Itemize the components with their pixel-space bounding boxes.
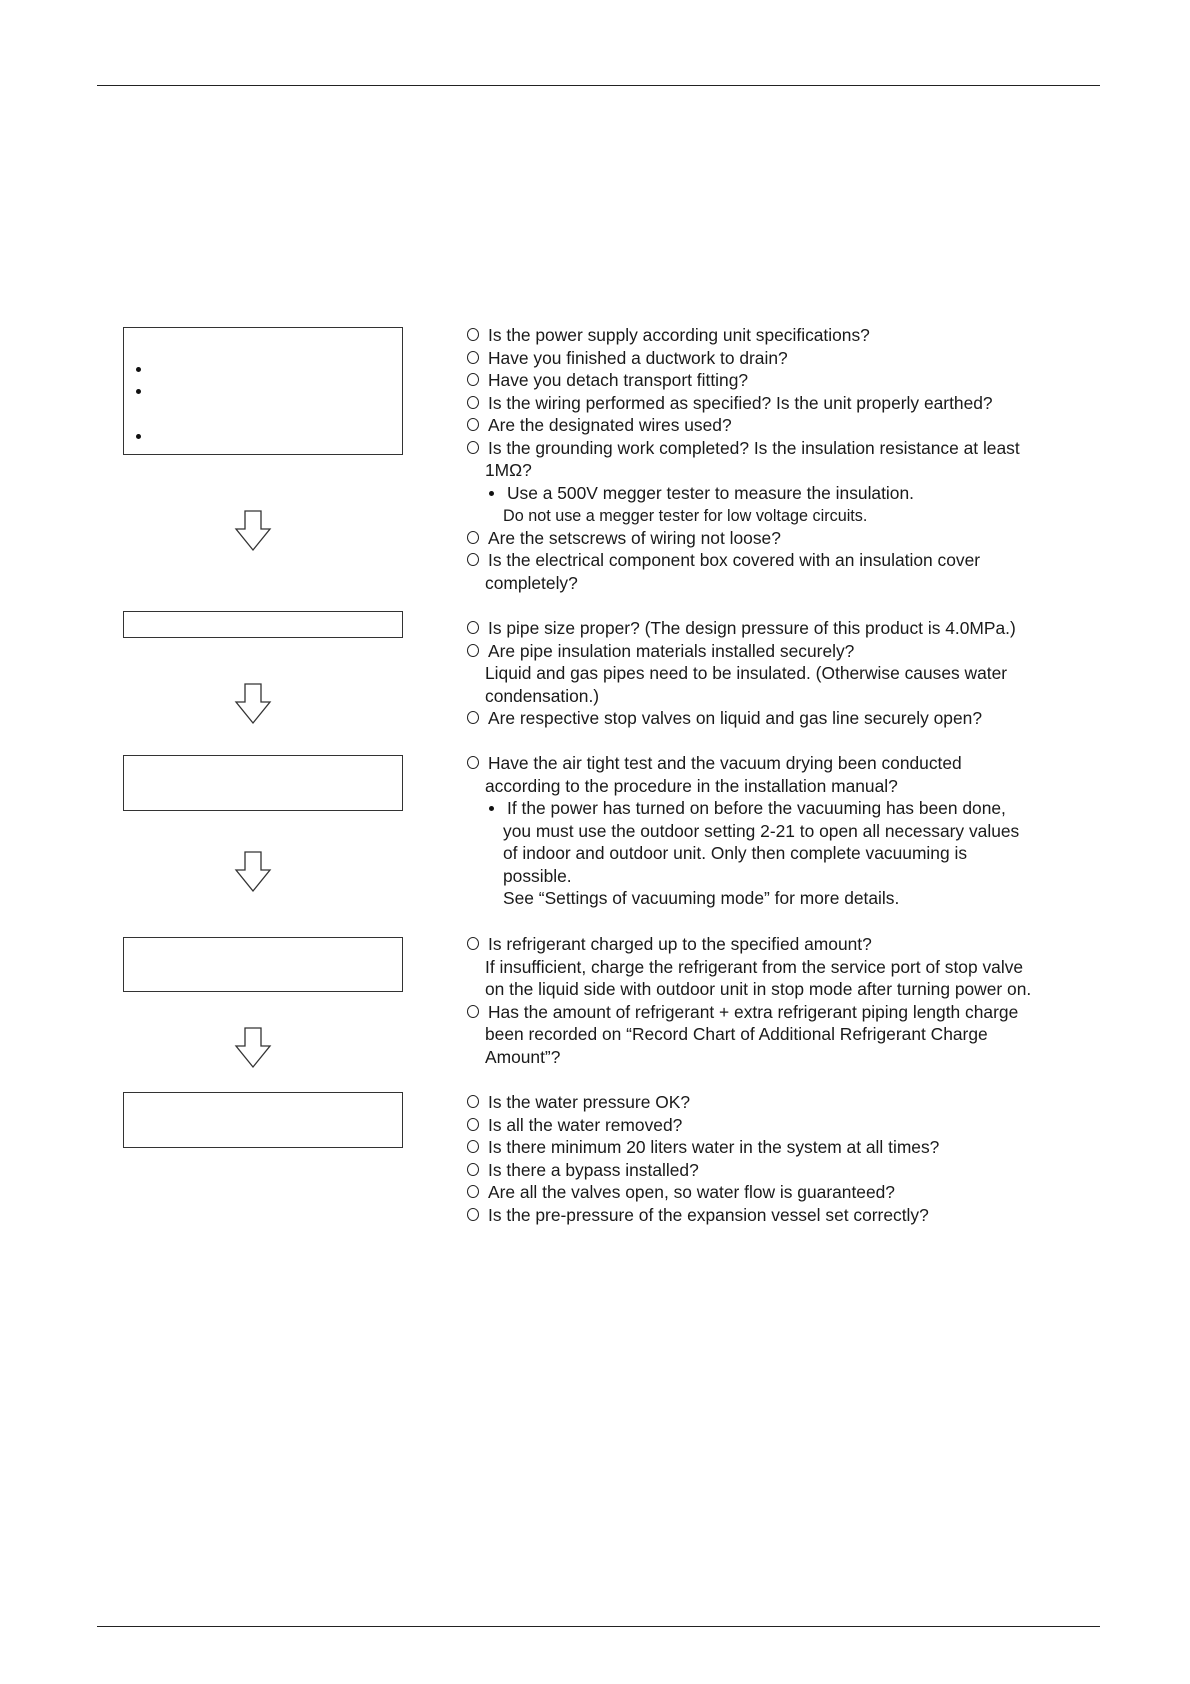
bullet <box>489 491 494 496</box>
circle-check-icon <box>467 1095 479 1108</box>
question-continuation: completely? <box>485 572 578 593</box>
question-text: Have you finished a ductwork to drain? <box>488 347 788 368</box>
checklist-line <box>467 437 1097 460</box>
question-text: Is all the water removed? <box>488 1114 683 1135</box>
checklist-line <box>467 414 1097 437</box>
circle-check-icon <box>467 351 479 364</box>
note-continuation: possible. <box>503 865 572 886</box>
question-continuation: 1MΩ? <box>485 460 532 480</box>
circle-check-icon <box>467 937 479 950</box>
down-arrow-icon <box>234 851 272 893</box>
question-text: Is there minimum 20 liters water in the system at all times? <box>488 1137 940 1157</box>
circle-check-icon <box>467 1208 479 1221</box>
circle-check-icon <box>467 1118 479 1131</box>
question-text: Is refrigerant charged up to the specified amount? <box>488 934 872 954</box>
question-text: Is there a bypass installed? <box>488 1159 699 1180</box>
checklist-line <box>467 347 1097 370</box>
checklist-line <box>467 685 1097 708</box>
checklist-line <box>467 617 1097 640</box>
checklist-line <box>467 549 1097 572</box>
question-text: Is the water pressure OK? <box>488 1092 691 1112</box>
flow-box-vacuum <box>123 755 403 811</box>
bullet <box>136 367 141 372</box>
header-rule <box>97 85 1100 86</box>
circle-check-icon <box>467 711 479 724</box>
checklist-line <box>467 1136 1097 1159</box>
checklist-line <box>467 865 1097 888</box>
question-continuation: on the liquid side with outdoor unit in stop mode after turning power on. <box>485 979 1032 999</box>
checklist-piping <box>467 617 1097 730</box>
checklist-electrical <box>467 324 1097 594</box>
circle-check-icon <box>467 1005 479 1018</box>
circle-check-icon <box>467 1185 479 1198</box>
circle-check-icon <box>467 531 479 544</box>
note-continuation: you must use the outdoor setting 2-21 to open all necessary values <box>503 820 1020 841</box>
note-text: Use a 500V megger tester to measure the insulation. <box>507 482 914 503</box>
checklist-line <box>467 752 1097 775</box>
down-arrow-icon <box>234 1027 272 1069</box>
checklist-line <box>467 572 1097 595</box>
checklist-vacuum <box>467 752 1097 910</box>
bullet <box>489 806 494 811</box>
circle-check-icon <box>467 328 479 341</box>
flow-box-refrigerant <box>123 937 403 992</box>
checklist-line <box>467 1114 1097 1137</box>
checklist-line <box>467 1204 1097 1227</box>
question-text: Are respective stop valves on liquid and gas line securely open? <box>488 708 982 728</box>
question-continuation: If insufficient, charge the refrigerant from the service port of stop valve <box>485 956 1024 977</box>
bullet <box>136 434 141 439</box>
circle-check-icon <box>467 644 479 657</box>
checklist-line <box>467 797 1097 820</box>
checklist-line <box>467 707 1097 730</box>
question-text: Has the amount of refrigerant + extra refrigerant piping length charge <box>488 1001 1019 1022</box>
checklist-line <box>467 775 1097 798</box>
circle-check-icon <box>467 553 479 566</box>
checklist-line <box>467 1046 1097 1069</box>
question-continuation: Amount”? <box>485 1046 561 1067</box>
checklist-line <box>467 933 1097 956</box>
note-continuation: See “Settings of vacuuming mode” for more details. <box>503 888 900 908</box>
question-continuation: Liquid and gas pipes need to be insulated. (Otherwise causes water <box>485 663 1008 683</box>
checklist-line <box>467 887 1097 910</box>
checklist-refrigerant <box>467 933 1097 1068</box>
circle-check-icon <box>467 418 479 431</box>
checklist-line <box>467 1023 1097 1046</box>
flow-box-electrical <box>123 327 403 455</box>
checklist-line <box>467 640 1097 663</box>
checklist-line <box>467 1001 1097 1024</box>
checklist-line <box>467 459 1097 482</box>
checklist-line <box>467 324 1097 347</box>
question-text: Are the setscrews of wiring not loose? <box>488 527 781 548</box>
checklist-line <box>467 1091 1097 1114</box>
question-continuation: according to the procedure in the installation manual? <box>485 775 898 796</box>
flow-box-water <box>123 1092 403 1148</box>
circle-check-icon <box>467 441 479 454</box>
question-text: Is pipe size proper? (The design pressure of this product is 4.0MPa.) <box>488 618 1016 638</box>
circle-check-icon <box>467 756 479 769</box>
bullet <box>136 389 141 394</box>
question-text: Is the pre-pressure of the expansion vessel set correctly? <box>488 1204 929 1225</box>
question-text: Are pipe insulation materials installed securely? <box>488 640 855 661</box>
circle-check-icon <box>467 1163 479 1176</box>
down-arrow-icon <box>234 510 272 552</box>
footer-rule <box>97 1626 1100 1627</box>
circle-check-icon <box>467 373 479 386</box>
question-text: Is the electrical component box covered with an insulation cover <box>488 550 981 570</box>
checklist-line <box>467 978 1097 1001</box>
circle-check-icon <box>467 396 479 409</box>
checklist-line <box>467 1159 1097 1182</box>
question-text: Are all the valves open, so water flow is guaranteed? <box>488 1182 895 1202</box>
checklist-water <box>467 1091 1097 1226</box>
checklist-line <box>467 504 1097 527</box>
question-text: Is the wiring performed as specified? Is the unit properly earthed? <box>488 392 993 413</box>
flow-box-piping <box>123 611 403 638</box>
question-text: Is the power supply according unit specifications? <box>488 325 870 345</box>
question-text: Is the grounding work completed? Is the insulation resistance at least <box>488 437 1020 458</box>
circle-check-icon <box>467 1140 479 1153</box>
checklist-line <box>467 527 1097 550</box>
question-continuation: been recorded on “Record Chart of Additional Refrigerant Charge <box>485 1024 988 1044</box>
checklist-line <box>467 1181 1097 1204</box>
checklist-line <box>467 482 1097 505</box>
note-continuation: Do not use a megger tester for low voltage circuits. <box>503 507 868 525</box>
down-arrow-icon <box>234 683 272 725</box>
question-text: Have you detach transport fitting? <box>488 370 749 390</box>
checklist-line <box>467 956 1097 979</box>
question-text: Have the air tight test and the vacuum drying been conducted <box>488 753 962 773</box>
checklist-line <box>467 842 1097 865</box>
checklist-line <box>467 662 1097 685</box>
checklist-line <box>467 369 1097 392</box>
question-continuation: condensation.) <box>485 685 600 706</box>
note-text: If the power has turned on before the vacuuming has been done, <box>507 798 1006 818</box>
checklist-line <box>467 820 1097 843</box>
note-continuation: of indoor and outdoor unit. Only then complete vacuuming is <box>503 843 968 863</box>
checklist-line <box>467 392 1097 415</box>
circle-check-icon <box>467 621 479 634</box>
question-text: Are the designated wires used? <box>488 415 732 435</box>
